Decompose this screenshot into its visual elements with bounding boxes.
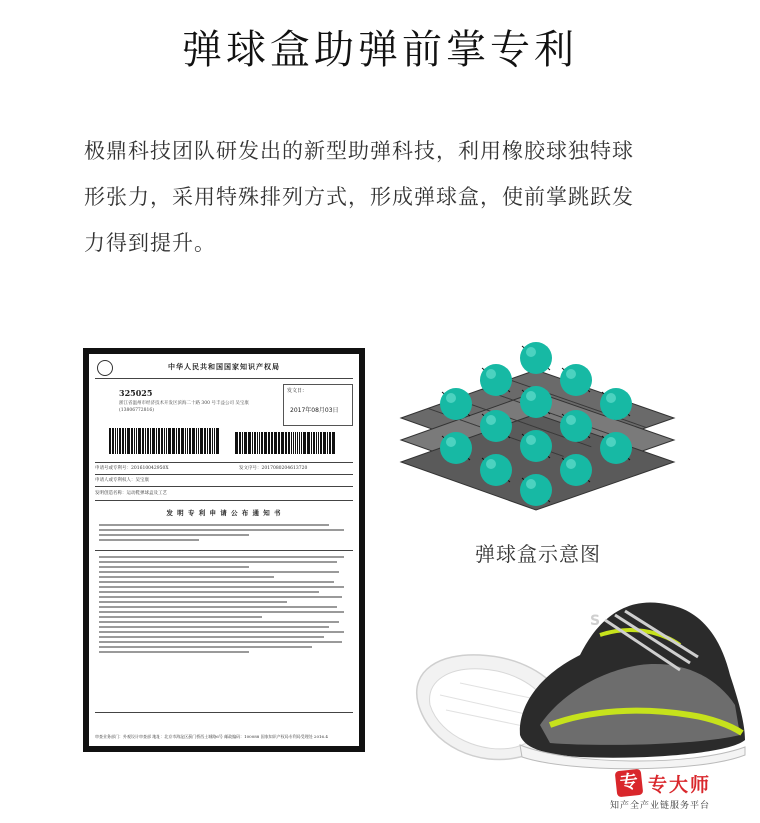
patent-applicant: 申请人或专利权人：吴宝康: [95, 478, 149, 483]
patent-date-label: 发文日：: [287, 388, 308, 394]
barcode-bar: [196, 428, 197, 454]
diagram-rubber-ball: [600, 388, 632, 420]
barcode-bar: [332, 432, 335, 454]
barcode-bar: [271, 432, 273, 454]
barcode-bar: [214, 428, 215, 454]
diagram-ball-highlight: [526, 435, 536, 445]
barcode-bar: [244, 432, 247, 454]
brand-mark-icon: 专: [615, 769, 644, 798]
intro-paragraph: [84, 128, 684, 266]
barcode-bar: [134, 428, 136, 454]
barcode-bar: [301, 432, 302, 454]
barcode-bar: [125, 428, 126, 454]
barcode-bar: [176, 428, 177, 454]
barcode-bar: [147, 428, 149, 454]
barcode-bar: [119, 428, 121, 454]
barcode-bar: [252, 432, 253, 454]
barcode-bar: [172, 428, 175, 454]
brand-name: 专大师: [648, 774, 712, 796]
intro-line: 力得到提升。: [84, 231, 216, 255]
barcode-bar: [181, 428, 184, 454]
barcode-bar: [288, 432, 290, 454]
barcode-bar: [268, 432, 270, 454]
diagram-rubber-ball: [480, 364, 512, 396]
barcode-icon: [235, 432, 335, 454]
barcode-bar: [311, 432, 313, 454]
barcode-bar: [327, 432, 328, 454]
barcode-bar: [313, 432, 315, 454]
intro-line: 极鼎科技团队研发出的新型助弹科技，利用橡胶球独特球: [84, 139, 634, 163]
barcode-bar: [166, 428, 167, 454]
barcode-bar: [136, 428, 137, 454]
barcode-bar: [152, 428, 155, 454]
intro-line: 形张力，采用特殊排列方式，形成弹球盒，使前掌跳跃发: [84, 185, 634, 209]
barcode-bar: [127, 428, 130, 454]
barcode-bar: [318, 432, 319, 454]
barcode-bar: [261, 432, 262, 454]
patent-document-image: [83, 348, 365, 752]
barcode-bar: [307, 432, 310, 454]
barcode-bar: [117, 428, 118, 454]
patent-notice-title: 发 明 专 利 申 请 公 布 通 知 书: [166, 509, 282, 517]
barcode-bar: [185, 428, 186, 454]
barcode-bar: [281, 432, 284, 454]
barcode-bar: [274, 432, 277, 454]
barcode-bar: [297, 432, 298, 454]
barcode-bar: [178, 428, 180, 454]
barcode-bar: [295, 432, 296, 454]
barcode-bar: [115, 428, 116, 454]
patent-body-text: [99, 556, 349, 656]
barcode-bar: [131, 428, 133, 454]
patent-date-box: [283, 384, 353, 426]
diagram-ball-highlight: [566, 369, 576, 379]
diagram-rubber-ball: [560, 454, 592, 486]
diagram-rubber-ball: [560, 410, 592, 442]
barcode-bar: [142, 428, 144, 454]
diagram-ball-highlight: [486, 369, 496, 379]
barcode-bar: [145, 428, 146, 454]
barcode-bar: [257, 432, 258, 454]
barcode-bar: [285, 432, 287, 454]
barcode-bar: [168, 428, 171, 454]
barcode-bar: [192, 428, 195, 454]
diagram-rubber-ball: [480, 454, 512, 486]
page-title: 弹球盒助弹前掌专利: [182, 27, 578, 73]
barcode-bar: [209, 428, 211, 454]
diagram-ball-highlight: [526, 479, 536, 489]
barcode-bar: [291, 432, 293, 454]
barcode-bar: [235, 432, 238, 454]
diagram-ball-highlight: [446, 393, 456, 403]
patent-postal-code: 325025: [119, 388, 153, 398]
barcode-bar: [207, 428, 208, 454]
sneaker-upper: [520, 602, 745, 768]
barcode-bar: [320, 432, 322, 454]
barcode-bar: [161, 428, 163, 454]
diagram-ball-highlight: [526, 391, 536, 401]
barcode-bar: [150, 428, 151, 454]
barcode-bar: [216, 428, 219, 454]
barcode-bar: [158, 428, 160, 454]
barcode-bar: [112, 428, 114, 454]
diagram-rubber-ball: [440, 388, 472, 420]
barcode-bar: [293, 432, 294, 454]
barcode-bar: [264, 432, 267, 454]
barcode-bar: [187, 428, 189, 454]
diagram-rubber-ball: [480, 410, 512, 442]
barcode-bar: [212, 428, 213, 454]
barcode-bar: [262, 432, 263, 454]
barcode-bar: [299, 432, 300, 454]
barcode-bar: [323, 432, 326, 454]
diagram-ball-highlight: [606, 437, 616, 447]
barcode-bar: [278, 432, 281, 454]
diagram-ball-highlight: [486, 459, 496, 469]
barcode-bar: [329, 432, 332, 454]
sneaker-image: [400, 575, 750, 775]
patent-date: 2017年08月03日: [290, 407, 339, 414]
barcode-icon: [109, 428, 219, 454]
diagram-ball-highlight: [526, 347, 536, 357]
diagram-rubber-ball: [600, 432, 632, 464]
barcode-bar: [138, 428, 141, 454]
barcode-bar: [109, 428, 111, 454]
barcode-bar: [122, 428, 124, 454]
ball-box-diagram: [398, 338, 678, 518]
diagram-ball-highlight: [486, 415, 496, 425]
brand-logo: [610, 768, 750, 818]
diagram-ball-highlight: [446, 437, 456, 447]
barcode-bar: [239, 432, 241, 454]
barcode-bar: [242, 432, 244, 454]
barcode-bar: [316, 432, 317, 454]
barcode-bar: [189, 428, 191, 454]
diagram-rubber-ball: [520, 474, 552, 506]
diagram-ball-highlight: [566, 415, 576, 425]
svg-text:S: S: [590, 613, 601, 629]
diagram-rubber-ball: [520, 430, 552, 462]
barcode-bar: [303, 432, 306, 454]
patent-agency: 中华人民共和国国家知识产权局: [168, 362, 280, 371]
barcode-bar: [248, 432, 251, 454]
barcode-bar: [254, 432, 256, 454]
diagram-ball-highlight: [566, 459, 576, 469]
diagram-rubber-ball: [440, 432, 472, 464]
diagram-caption: 弹球盒示意图: [475, 542, 601, 566]
patent-name: 发明创造名称：运动鞋弹球盒及工艺: [95, 491, 167, 496]
barcode-bar: [198, 428, 199, 454]
patent-address: 浙江省温州市经济技术开发区滨海二十路 300 号丰益公司 吴宝康(13806772816): [119, 401, 249, 413]
patent-footer: 审查业务部门：外观设计审查部 地址：北京市海淀区蓟门桥西土城路6号 邮政编码：100088 国家知识产权局专利局受理处 2016.4: [95, 734, 328, 739]
brand-slogan: 知产全产业链服务平台: [610, 801, 711, 811]
diagram-ball-highlight: [606, 393, 616, 403]
diagram-rubber-ball: [520, 386, 552, 418]
barcode-bar: [259, 432, 260, 454]
diagram-rubber-ball: [560, 364, 592, 396]
barcode-bar: [164, 428, 165, 454]
barcode-bar: [156, 428, 157, 454]
barcode-bar: [200, 428, 203, 454]
patent-send-no: 发文序号：2017080204613720: [239, 466, 308, 471]
patent-app-no: 申请号或专利号：201610042950X: [95, 466, 169, 471]
diagram-rubber-ball: [520, 342, 552, 374]
barcode-bar: [204, 428, 206, 454]
patent-body-text: [99, 524, 349, 544]
